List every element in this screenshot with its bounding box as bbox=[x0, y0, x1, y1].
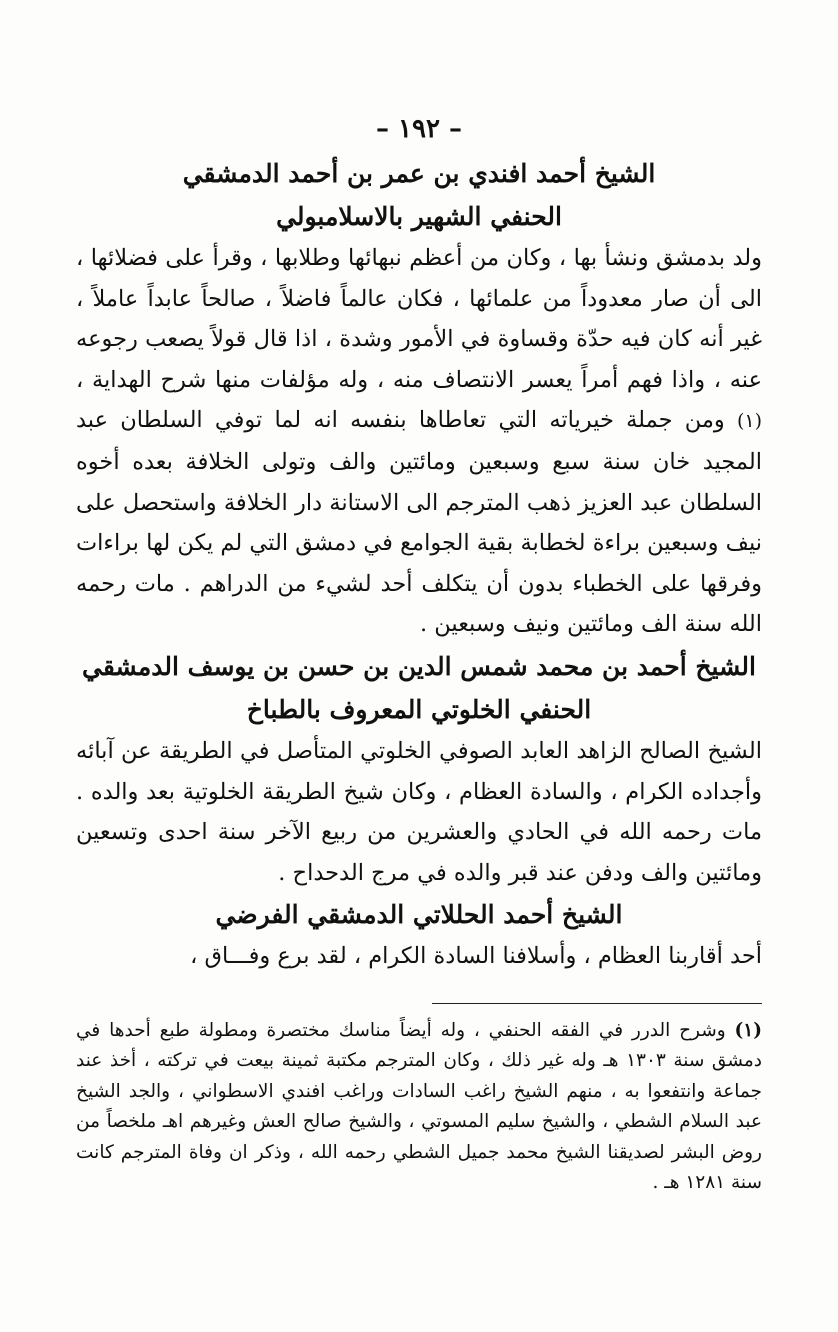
entry-ahmad-hallati bbox=[76, 893, 762, 977]
entry-body: أحد أقاربنا العظام ، وأسلافنا السادة الكرام ، لقد برع وفـــاق ، bbox=[190, 943, 762, 970]
entry-subheading: الحنفي الخلوتي المعروف بالطباخ bbox=[246, 694, 592, 724]
entry-ahmad-islambuli bbox=[76, 152, 762, 645]
entry-subheading: الحنفي الشهير بالاسلامبولي bbox=[276, 202, 562, 231]
entry-body bbox=[76, 238, 762, 645]
footnote-marker: (١) bbox=[734, 1019, 762, 1041]
entry-body-continued: ومن جملة خيرياته التي تعاطاها بنفسه انه لما توفي السلطان عبد المجيد خان سنة سبع وسبعين ومائتين والف وتولى الخلافة بعده أخوه السلطان عبد العزيز ذهب المترجم الى الاستانة دار الخلافة واستحصل على نيف وسبعين براءة لخطابة بقية الجوامع في دمشق التي لم يكن لها براءات وفرقها على الخطباء بدون أن يتكلف أحد لشيء من الدراهم . مات رحمه الله سنة الف ومائتين ونيف وسبعين . bbox=[76, 407, 762, 638]
entry-body-text: ولد بدمشق ونشأ بها ، وكان من أعظم نبهائها وطلابها ، وقرأ على فضلائها ، الى أن صار معدوداً من علمائها ، فكان عالماً فاضلاً ، صالحاً عابداً عاملاً ، غير أنه كان فيه حدّة وقساوة في الأمور وشدة ، اذا قال قولاً يصعب رجوعه عنه ، واذا فهم أمراً يعسر الانتصاف منه ، وله مؤلفات منها شرح الهداية ، bbox=[76, 245, 762, 393]
entry-body: الشيخ الصالح الزاهد العابد الصوفي الخلوتي المتأصل في الطريقة عن آبائه وأجداده الكرام ، والسادة العظام ، وكان شيخ الطريقة الخلوتية بعد والده . مات رحمه الله في الحادي والعشرين من ربيع الآخر سنة احدى وتسعين ومائتين والف ودفن عند قبر والده في مرج الدحداح . bbox=[76, 737, 762, 886]
entry-heading: الشيخ أحمد بن محمد شمس الدين بن حسن بن يوسف الدمشقي bbox=[82, 651, 756, 681]
page-number: – ١٩٢ – bbox=[375, 114, 463, 144]
footnote-text: وشرح الدرر في الفقه الحنفي ، وله أيضاً مناسك مختصرة ومطولة طبع أحدها في دمشق سنة ١٣٠٣ هـ وله غير ذلك ، وكان المترجم مكتبة ثمينة بيعت في تركته ، أخذ عند جماعة وانتفعوا به ، منهم الشيخ راغب السادات وراغب افندي الاسطواني ، والجد الشيخ عبد السلام الشطي ، والشيخ سليم المسوتي ، والشيخ صالح العش وغيرهم اهـ ملخصاً من روض البشر لصديقنا الشيخ محمد جميل الشطي رحمه الله ، وذكر ان وفاة المترجم كانت سنة ١٢٨١ هـ . bbox=[76, 1019, 763, 1194]
entry-heading: الشيخ أحمد افندي بن عمر بن أحمد الدمشقي bbox=[182, 159, 656, 188]
footnote bbox=[76, 1016, 762, 1199]
footnote-divider bbox=[432, 1003, 762, 1004]
entry-heading: الشيخ أحمد الحللاتي الدمشقي الفرضي bbox=[215, 900, 623, 930]
footnote-reference[interactable]: (١) bbox=[736, 410, 762, 433]
entry-ahmad-tabbakh bbox=[76, 645, 762, 893]
